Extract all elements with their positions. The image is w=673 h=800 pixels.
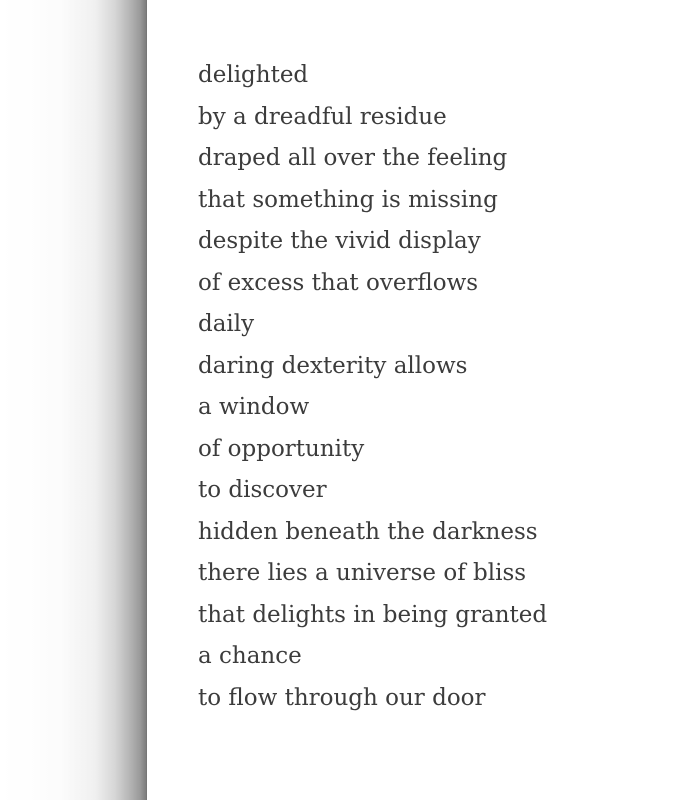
poem-line: hidden beneath the darkness bbox=[198, 518, 538, 545]
poem-line: daring dexterity allows bbox=[198, 352, 468, 379]
poem-line: to discover bbox=[198, 477, 327, 503]
poem-line: daily bbox=[198, 311, 255, 337]
poem-line: despite the vivid display bbox=[198, 228, 481, 254]
document-page[interactable] bbox=[147, 0, 673, 800]
poem-line: that something is missing bbox=[198, 186, 498, 213]
poem-line: to flow through our door bbox=[198, 684, 486, 711]
poem-line: that delights in being granted bbox=[198, 601, 548, 628]
poem-line: delighted bbox=[198, 62, 309, 88]
poem-line: of excess that overflows bbox=[198, 269, 479, 296]
poem-text bbox=[198, 55, 547, 719]
page-gutter-shadow bbox=[0, 0, 147, 800]
poem-line: a window bbox=[198, 394, 310, 420]
poem-line: a chance bbox=[198, 643, 302, 669]
poem-line: draped all over the feeling bbox=[198, 145, 508, 171]
poem-line: by a dreadful residue bbox=[198, 103, 447, 130]
poem-line: of opportunity bbox=[198, 435, 365, 462]
poem-line: there lies a universe of bliss bbox=[198, 560, 527, 586]
